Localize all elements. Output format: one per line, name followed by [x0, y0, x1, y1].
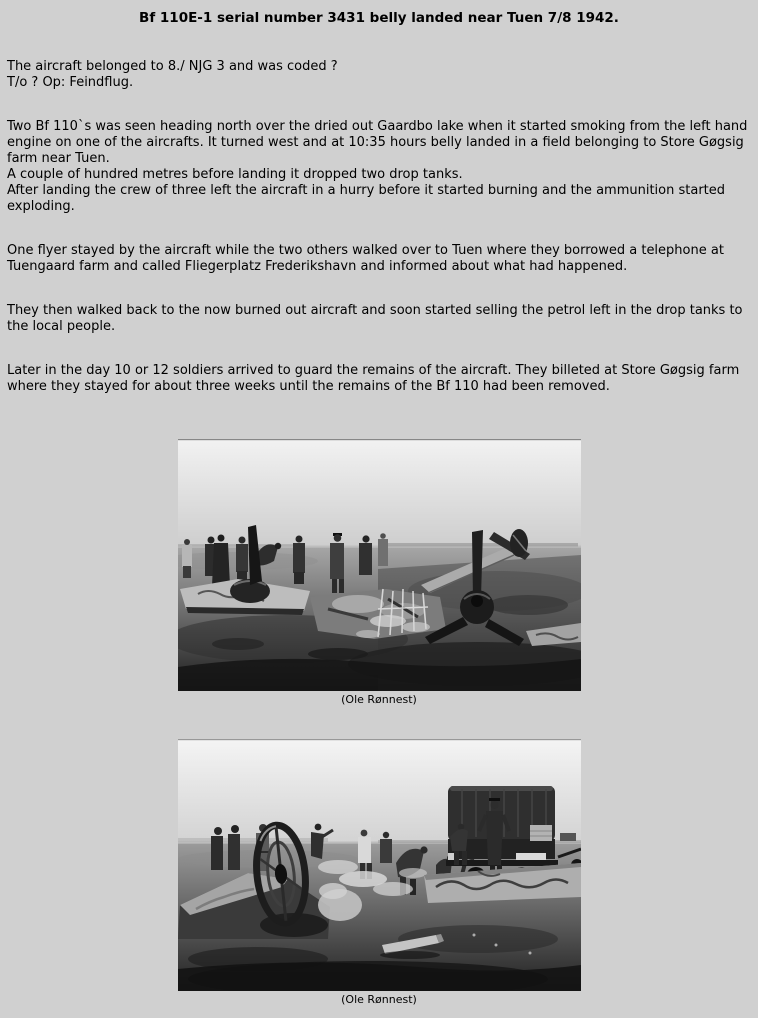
text-line: One flyer stayed by the aircraft while the two others walked over to Tuen where they borrowed a telephone at Tuengaard farm and called Fliegerplatz Frederikshavn and informed about what had happened. [7, 243, 724, 274]
paragraph-petrol [7, 303, 751, 335]
photo-credit: (Ole Rønnest) [341, 693, 417, 706]
text-line: Two Bf 110`s was seen heading north over the dried out Gaardbo lake when it started smoking from the left hand engine on one of the aircrafts. It turned west and at 10:35 hours belly landed in a field belonging to Store Gøgsig farm near Tuen. [7, 119, 748, 166]
photo-salvage-image [178, 739, 581, 991]
text-line: T/o ? Op: Feindflug. [7, 75, 134, 90]
photo-crash-site-image [178, 439, 581, 691]
paragraph-intro [7, 59, 751, 91]
photo-figure-salvage [178, 739, 581, 1006]
paragraph-soldiers [7, 363, 751, 395]
text-line: A couple of hundred metres before landing it dropped two drop tanks. [7, 167, 463, 182]
text-line: Later in the day 10 or 12 soldiers arrived to guard the remains of the aircraft. They billeted at Store Gøgsig farm where they stayed for about three weeks until the remains of the Bf 110 had been removed. [7, 363, 740, 394]
paragraph-crash [7, 119, 751, 215]
text-line: The aircraft belonged to 8./ NJG 3 and was coded ? [7, 59, 338, 74]
page-title: Bf 110E-1 serial number 3431 belly landed near Tuen 7/8 1942. [139, 10, 619, 26]
photo-figure-crash-site [178, 439, 581, 706]
paragraph-telephone [7, 243, 751, 275]
text-line: They then walked back to the now burned out aircraft and soon started selling the petrol left in the drop tanks to the local people. [7, 303, 743, 334]
photo-credit: (Ole Rønnest) [341, 993, 417, 1006]
article-body [7, 59, 751, 395]
text-line: After landing the crew of three left the aircraft in a hurry before it started burning and the ammunition started exploding. [7, 183, 726, 214]
